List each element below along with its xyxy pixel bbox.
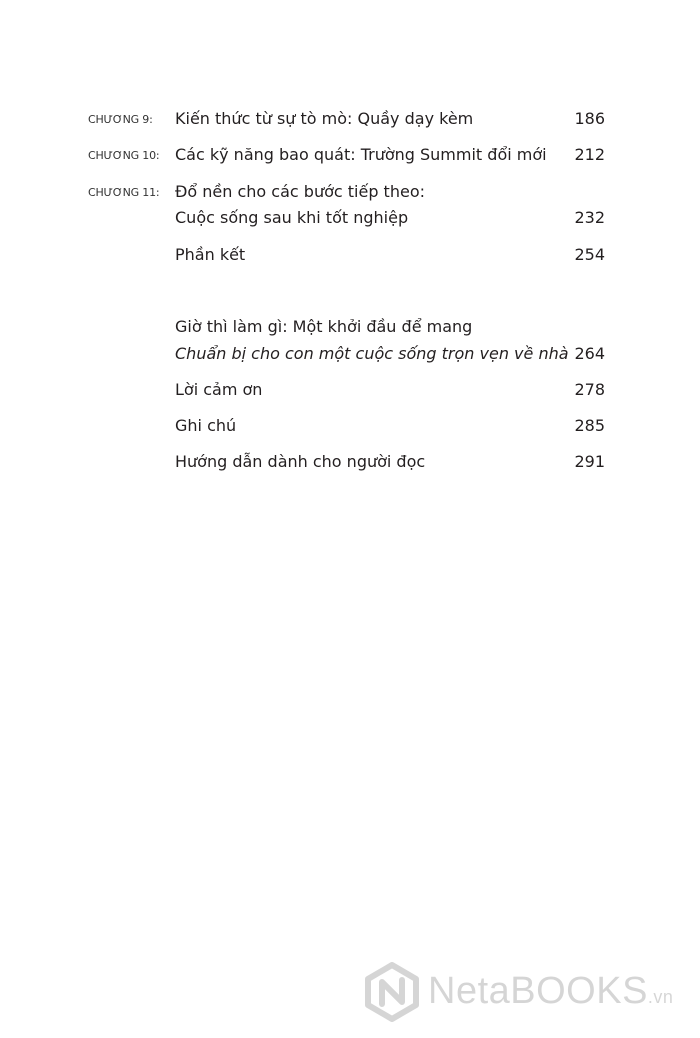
netabooks-logo-icon <box>362 962 422 1022</box>
page-number: 264 <box>574 344 605 363</box>
entry-title: Ghi chú <box>175 416 237 435</box>
page-number: 254 <box>574 245 605 264</box>
entry-title: Phần kết <box>175 245 246 264</box>
page-number: 232 <box>574 208 605 227</box>
chapter-label: CHƯƠNG 9: <box>88 113 153 126</box>
toc-entry-chapter-10 <box>0 144 700 168</box>
toc-entry-chapter-9 <box>0 108 700 132</box>
toc-entry-chapter-11-subtitle <box>0 207 700 231</box>
page-number: 212 <box>574 145 605 164</box>
watermark <box>362 962 692 1022</box>
page-number: 186 <box>574 109 605 128</box>
toc-entry-notes <box>0 415 700 439</box>
entry-title: Cuộc sống sau khi tốt nghiệp <box>175 208 409 227</box>
watermark-suffix: .vn <box>647 987 674 1007</box>
entry-title: Các kỹ năng bao quát: Trường Summit đổi mới <box>175 145 547 164</box>
chapter-label: CHƯƠNG 10: <box>88 149 160 162</box>
toc-entry-what-now <box>0 316 700 340</box>
page-number: 285 <box>574 416 605 435</box>
watermark-text <box>428 970 673 1013</box>
watermark-brand: NetaBOOKS <box>428 970 648 1012</box>
entry-title: Giờ thì làm gì: Một khởi đầu để mang <box>175 317 473 336</box>
toc-entry-reader-guide <box>0 451 700 475</box>
page-number: 278 <box>574 380 605 399</box>
entry-title: Hướng dẫn dành cho người đọc <box>175 452 426 471</box>
entry-title: Kiến thức từ sự tò mò: Quầy dạy kèm <box>175 109 474 128</box>
chapter-label: CHƯƠNG 11: <box>88 186 160 199</box>
entry-title: Lời cảm ơn <box>175 380 263 399</box>
entry-title: Chuẩn bị cho con một cuộc sống trọn vẹn về nhà <box>175 344 569 363</box>
toc-entry-what-now-subtitle <box>0 343 700 367</box>
toc-entry-acknowledgements <box>0 379 700 403</box>
entry-title: Đổ nền cho các bước tiếp theo: <box>175 182 425 201</box>
toc-entry-conclusion <box>0 244 700 268</box>
page-number: 291 <box>574 452 605 471</box>
toc-entry-chapter-11 <box>0 181 700 205</box>
